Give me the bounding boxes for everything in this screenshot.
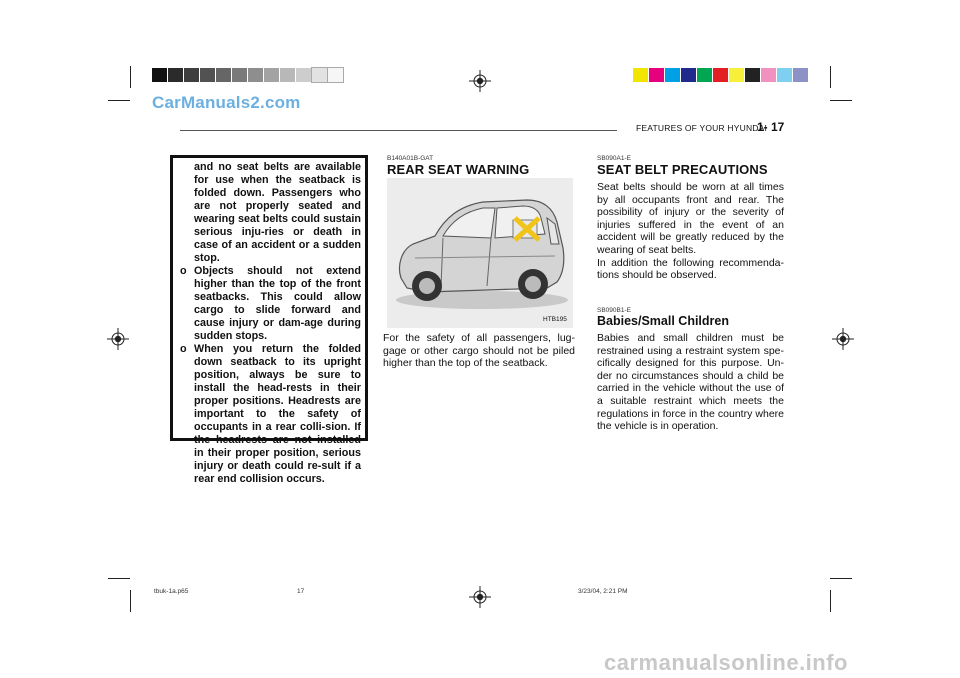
color-calibration-bar bbox=[633, 68, 808, 82]
bottom-watermark[interactable]: carmanualsonline.info bbox=[604, 650, 848, 675]
calibration-swatch bbox=[232, 68, 247, 82]
registration-mark-icon bbox=[832, 328, 854, 350]
section-code: B140A01B-GAT bbox=[387, 155, 434, 162]
calibration-swatch bbox=[697, 68, 712, 82]
calibration-swatch bbox=[216, 68, 231, 82]
section-header: FEATURES OF YOUR HYUNDAI bbox=[636, 123, 768, 133]
warning-box bbox=[170, 155, 368, 485]
calibration-swatch bbox=[152, 68, 167, 82]
calibration-swatch bbox=[729, 68, 744, 82]
calibration-swatch bbox=[248, 68, 263, 82]
footer-filename: tbuk-1a.p65 bbox=[154, 588, 189, 595]
section-code: SB090A1-E bbox=[597, 155, 631, 162]
bullet-text: When you return the folded down seatback to its upright position, always be sure to install the head-rests in their proper positions. Headrests are important to the safety of occupants in a rear colli-sion. If the headrests are not installed in their proper position, serious injury or death could re-sult if a rear end collision occurs. bbox=[194, 343, 361, 485]
section-title: SEAT BELT PRECAUTIONS bbox=[597, 162, 768, 177]
calibration-swatch bbox=[665, 68, 680, 82]
bullet-marker: o bbox=[180, 265, 187, 277]
page-number: 1- 17 bbox=[757, 120, 785, 134]
calibration-swatch bbox=[681, 68, 696, 82]
calibration-swatch bbox=[761, 68, 776, 82]
calibration-swatch bbox=[296, 68, 311, 82]
babies-small-children-text: Babies and small children must be restrained using a restraint system spe-cifically designed for this purpose. Un-der no circumstances should a child be carried in the vehicle without the use of a suitable restraint which meets the regulations in force in the country where the vehicle is in operation. bbox=[597, 332, 784, 433]
hatchback-car-image bbox=[387, 178, 573, 328]
watermark-logo[interactable]: CarManuals2.com bbox=[152, 93, 301, 112]
warning-intro: and no seat belts are available for use when the seatback is folded down. Passengers who are not properly seated and wearing seat belts could sustain serious inju-ries or death in case of an accident or a sudden stop. bbox=[194, 161, 361, 264]
bullet-marker: o bbox=[180, 343, 187, 355]
footer-page: 17 bbox=[297, 588, 305, 595]
calibration-swatch bbox=[633, 68, 648, 82]
subsection-title: Babies/Small Children bbox=[597, 314, 729, 328]
registration-mark-icon bbox=[469, 70, 491, 92]
paragraph: In addition the following recommenda-tions should be observed. bbox=[597, 256, 784, 282]
registration-mark-icon bbox=[107, 328, 129, 350]
footer-date: 3/23/04, 2:21 PM bbox=[578, 588, 628, 595]
calibration-swatch bbox=[745, 68, 760, 82]
warning-bullet bbox=[180, 343, 361, 486]
calibration-swatch bbox=[328, 68, 343, 82]
calibration-swatch bbox=[184, 68, 199, 82]
figure-code: HTB195 bbox=[543, 316, 567, 323]
calibration-swatch bbox=[777, 68, 792, 82]
calibration-swatch bbox=[713, 68, 728, 82]
calibration-swatch bbox=[264, 68, 279, 82]
section-title: REAR SEAT WARNING bbox=[387, 162, 530, 177]
calibration-swatch bbox=[168, 68, 183, 82]
warning-bullet bbox=[180, 265, 361, 343]
header-rule bbox=[180, 130, 617, 131]
grayscale-calibration-bar bbox=[152, 68, 343, 82]
car-illustration bbox=[387, 178, 573, 328]
calibration-swatch bbox=[649, 68, 664, 82]
calibration-swatch bbox=[200, 68, 215, 82]
calibration-swatch bbox=[793, 68, 808, 82]
paragraph: Seat belts should be worn at all times by all occupants front and rear. The possibility of injury or the severity of injuries suffered in the event of an accident will be greatly reduced by the wearing of seat belts. bbox=[597, 181, 784, 256]
section-code: SB090B1-E bbox=[597, 307, 631, 314]
rear-seat-warning-text: For the safety of all passengers, lug-gage or other cargo should not be piled higher than the top of the seatback. bbox=[383, 332, 575, 370]
bullet-text: Objects should not extend higher than the top of the front seatbacks. This could allow cargo to slide forward and cause injury or dam-age during sudden stops. bbox=[194, 265, 361, 342]
calibration-swatch bbox=[312, 68, 327, 82]
registration-mark-icon bbox=[469, 586, 491, 608]
seat-belt-precautions-text bbox=[597, 181, 784, 282]
calibration-swatch bbox=[280, 68, 295, 82]
